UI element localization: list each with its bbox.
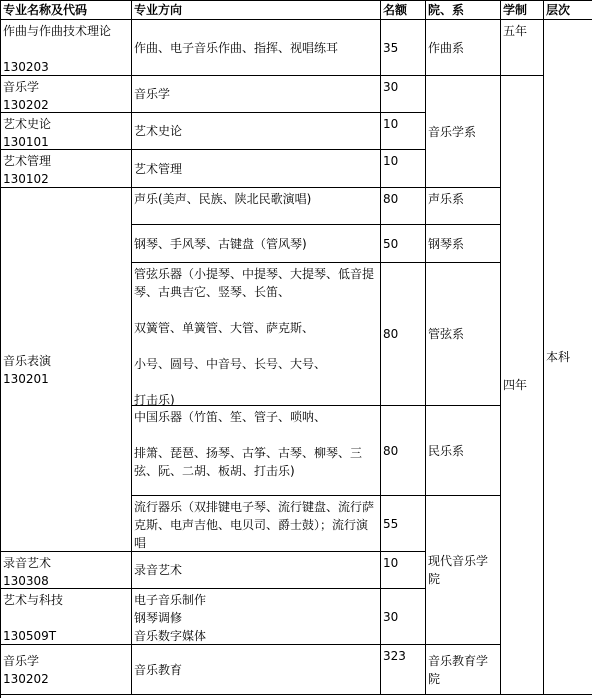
dept-cell: 声乐系 — [426, 188, 501, 225]
quota-cell — [381, 225, 426, 263]
major-cell: 艺术与科技 130509T — [1, 589, 132, 645]
direction-text: 音乐学 — [134, 87, 171, 101]
quota-cell: 80 — [381, 188, 426, 225]
header-major: 专业名称及代码 — [1, 1, 132, 20]
major-cell: 音乐学 130202 — [1, 76, 132, 113]
header-direction: 专业方向 — [132, 1, 381, 20]
dept-cell — [426, 645, 501, 695]
direction-cell: 中国乐器（竹笛、笙、管子、唢呐、 排箫、琵琶、扬琴、古筝、古琴、柳琴、三弦、阮、二胡、板胡、打击乐) — [132, 406, 381, 496]
dept-text: 作曲系 — [428, 40, 465, 55]
major-cell — [1, 188, 132, 552]
duration-cell — [501, 76, 544, 695]
major-cell: 录音艺术 130308 — [1, 552, 132, 589]
direction-cell — [132, 76, 381, 113]
direction-cell — [132, 113, 381, 150]
quota-cell: 10 — [381, 150, 426, 188]
quota-cell — [381, 589, 426, 645]
duration-text: 四年 — [503, 378, 528, 392]
quota-cell: 10 — [381, 113, 426, 150]
dept-text: 管弦系 — [428, 327, 465, 341]
header-level: 层次 — [544, 1, 592, 20]
header-duration: 学制 — [501, 1, 544, 20]
quota-cell: 30 — [381, 76, 426, 113]
quota-text: 35 — [383, 40, 399, 55]
quota-cell — [381, 496, 426, 552]
direction-cell: 管弦乐器（小提琴、中提琴、大提琴、低音提琴、古典吉它、竖琴、长笛、 双簧管、单簧管、大管、萨克斯、 小号、圆号、中音号、长号、大号、 打击乐) — [132, 263, 381, 406]
direction-cell: 声乐(美声、民族、陕北民歌演唱) — [132, 188, 381, 225]
major-cell — [1, 645, 132, 695]
direction-cell — [132, 225, 381, 263]
major-text: 音乐学 130202 — [3, 653, 49, 686]
dept-text: 钢琴系 — [428, 236, 465, 251]
dept-text: 音乐学系 — [428, 124, 477, 139]
quota-cell — [381, 263, 426, 406]
direction-cell — [132, 150, 381, 188]
direction-cell: 电子音乐制作 钢琴调修 音乐数字媒体 — [132, 589, 381, 645]
dept-cell — [426, 225, 501, 263]
level-cell — [544, 20, 592, 695]
dept-cell — [426, 20, 501, 76]
direction-text: 钢琴、手风琴、古键盘（管风琴) — [134, 236, 307, 251]
quota-cell — [381, 20, 426, 76]
quota-cell: 10 — [381, 552, 426, 589]
dept-cell — [426, 406, 501, 496]
quota-cell: 323 — [381, 645, 426, 695]
dept-cell — [426, 496, 501, 645]
dept-cell — [426, 76, 501, 188]
direction-cell — [132, 552, 381, 589]
header-quota: 名额 — [381, 1, 426, 20]
direction-cell: 流行器乐（双排键电子琴、流行键盘、流行萨克斯、电声吉他、电贝司、爵士鼓）；流行演唱 — [132, 496, 381, 552]
direction-text: 艺术管理 — [134, 161, 183, 176]
major-cell: 艺术管理 130102 — [1, 150, 132, 188]
direction-cell — [132, 645, 381, 695]
dept-cell — [426, 263, 501, 406]
quota-text: 80 — [383, 443, 399, 458]
major-text: 音乐表演 130201 — [3, 353, 52, 386]
quota-text: 80 — [383, 327, 399, 341]
major-cell: 作曲与作曲技术理论 130203 — [1, 20, 132, 76]
direction-cell — [132, 20, 381, 76]
dept-text: 音乐教育学院 — [428, 653, 489, 686]
quota-text: 30 — [383, 609, 399, 624]
duration-cell: 五年 — [501, 20, 544, 76]
dept-text: 现代音乐学院 — [428, 554, 489, 586]
dept-text: 民乐系 — [428, 443, 465, 458]
quota-cell — [381, 406, 426, 496]
major-cell: 艺术史论 130101 — [1, 113, 132, 150]
quota-text: 50 — [383, 236, 399, 251]
direction-text: 作曲、电子音乐作曲、指挥、视唱练耳 — [134, 40, 339, 55]
header-dept: 院、系 — [426, 1, 501, 20]
direction-text: 录音艺术 — [134, 563, 183, 577]
level-text: 本科 — [546, 350, 571, 364]
quota-text: 55 — [383, 516, 399, 531]
direction-text: 音乐教育 — [134, 662, 183, 677]
direction-text: 艺术史论 — [134, 124, 183, 138]
